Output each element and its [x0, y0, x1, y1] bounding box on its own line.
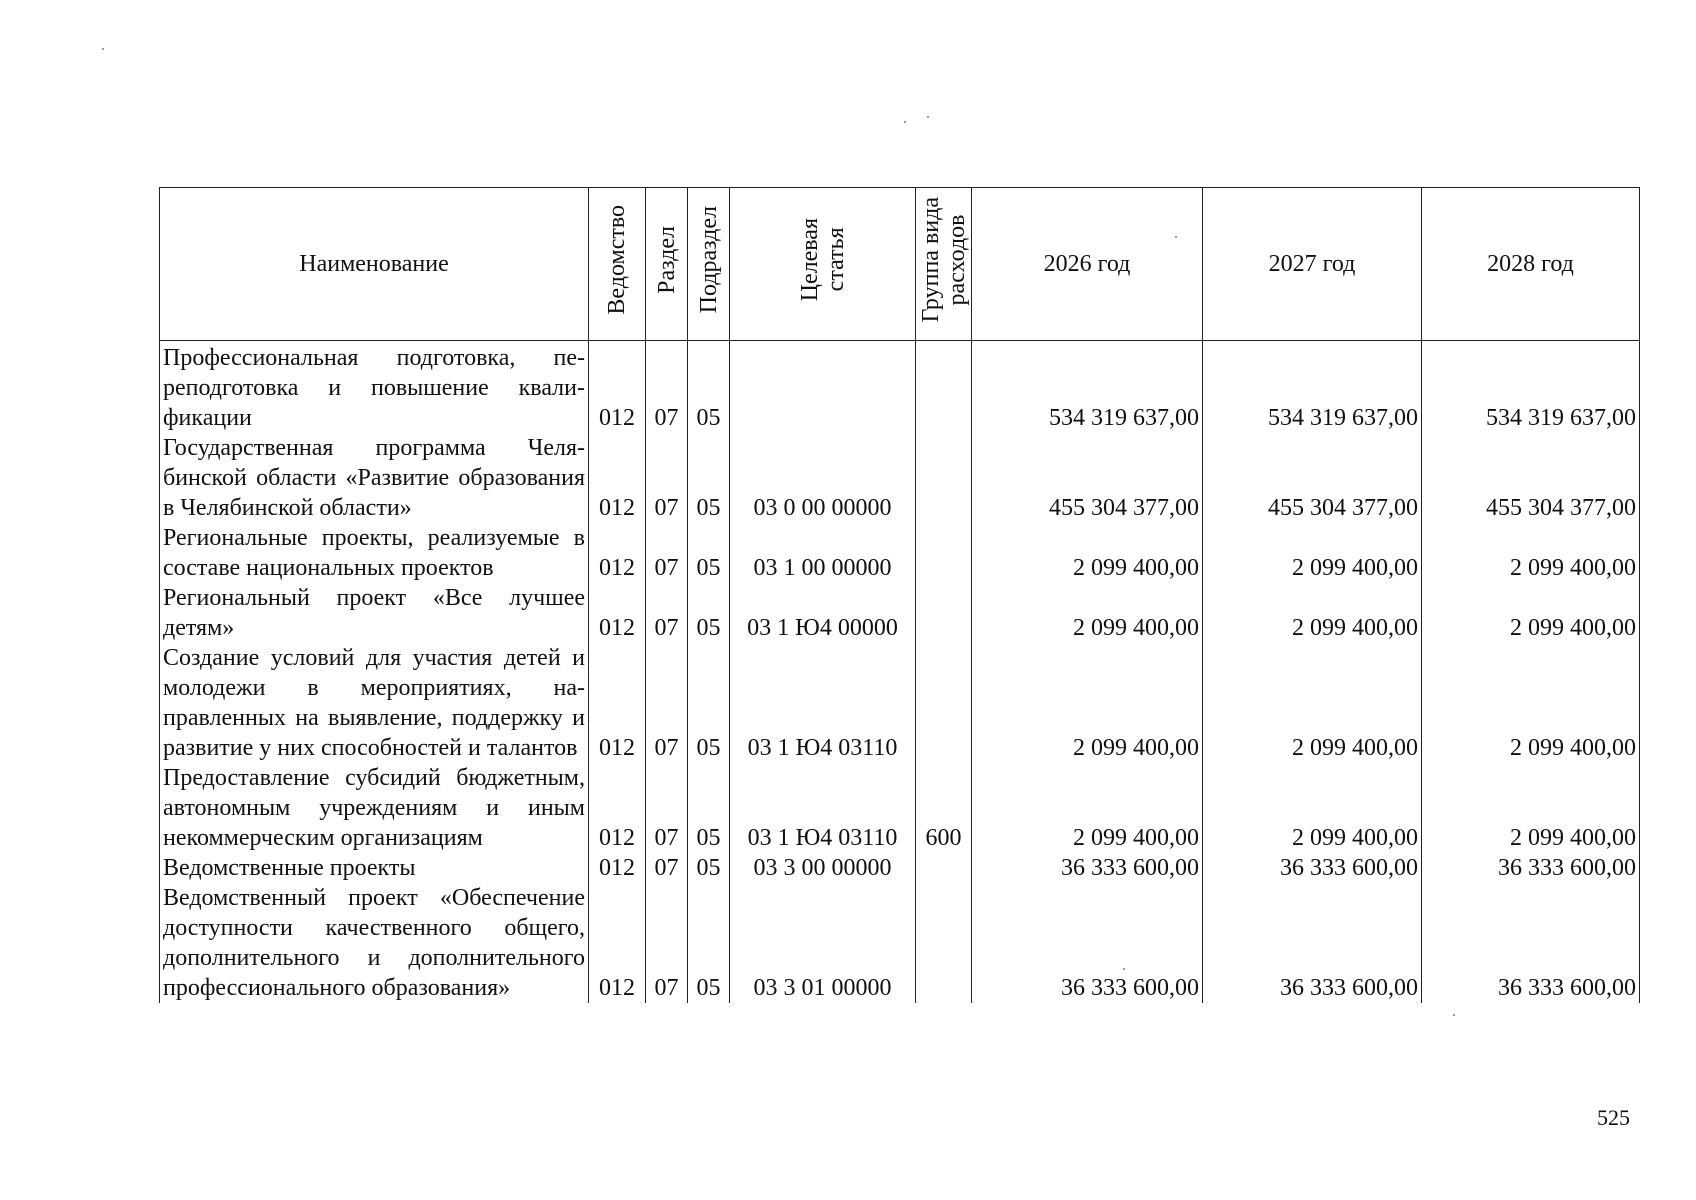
row-name: Предоставление субсидий бюджетным, автономным учреждениям и иным некоммерческим организациям	[160, 763, 589, 853]
row-section: 07	[646, 643, 688, 763]
row-value-2027: 2 099 400,00	[1203, 583, 1422, 643]
row-dept: 012	[589, 643, 646, 763]
row-subsection: 05	[688, 433, 730, 523]
row-subsection: 05	[688, 523, 730, 583]
row-target: 03 1 Ю4 00000	[730, 583, 916, 643]
row-expense-group	[916, 643, 972, 763]
row-expense-group	[916, 853, 972, 883]
header-2026: 2026 год	[972, 188, 1203, 341]
row-target: 03 1 Ю4 03110	[730, 763, 916, 853]
row-target: 03 1 Ю4 03110	[730, 643, 916, 763]
budget-table	[159, 187, 1640, 1003]
row-value-2028: 2 099 400,00	[1422, 643, 1640, 763]
scan-speck	[1175, 236, 1177, 238]
row-section: 07	[646, 523, 688, 583]
row-value-2026: 455 304 377,00	[972, 433, 1203, 523]
row-value-2028: 2 099 400,00	[1422, 523, 1640, 583]
table-row	[160, 853, 1640, 883]
row-name: Ведомственный проект «Обеспечение доступности качественного общего, дополнительного и дополнительного профессионального образования»	[160, 883, 589, 1003]
row-value-2026: 36 333 600,00	[972, 883, 1203, 1003]
row-value-2026: 2 099 400,00	[972, 763, 1203, 853]
row-value-2028: 36 333 600,00	[1422, 853, 1640, 883]
table-row	[160, 763, 1640, 853]
row-subsection: 05	[688, 583, 730, 643]
row-value-2028: 2 099 400,00	[1422, 763, 1640, 853]
row-name: Создание условий для участия детей и молодежи в мероприятиях, направленных на выявление, поддержку и развитие у них способностей и талантов	[160, 643, 589, 763]
row-target: 03 0 00 00000	[730, 433, 916, 523]
row-dept: 012	[589, 433, 646, 523]
table-row	[160, 341, 1640, 434]
row-target: 03 3 00 00000	[730, 853, 916, 883]
row-value-2027: 534 319 637,00	[1203, 341, 1422, 434]
row-section: 07	[646, 583, 688, 643]
row-value-2027: 36 333 600,00	[1203, 853, 1422, 883]
row-subsection: 05	[688, 763, 730, 853]
row-dept: 012	[589, 883, 646, 1003]
row-value-2026: 36 333 600,00	[972, 853, 1203, 883]
header-dept-label: Ведомство	[604, 205, 630, 315]
row-value-2026: 2 099 400,00	[972, 583, 1203, 643]
table-row	[160, 883, 1640, 1003]
header-2028: 2028 год	[1422, 188, 1640, 341]
row-name: Профессиональная подготовка, переподготовка и повышение квалификации	[160, 341, 589, 434]
table-row	[160, 643, 1640, 763]
header-expense-group	[916, 188, 972, 341]
row-value-2028: 455 304 377,00	[1422, 433, 1640, 523]
table-row	[160, 433, 1640, 523]
header-section-label: Раздел	[653, 226, 680, 294]
scan-speck	[904, 121, 906, 123]
scan-speck	[1453, 1014, 1455, 1016]
header-2027: 2027 год	[1203, 188, 1422, 341]
row-dept: 012	[589, 853, 646, 883]
scan-speck	[1123, 968, 1125, 970]
header-row	[160, 188, 1640, 341]
row-name: Государственная программа Челябинской области «Развитие образования в Челябинской области»	[160, 433, 589, 523]
page-number: 525	[1597, 1105, 1630, 1130]
row-value-2028: 36 333 600,00	[1422, 883, 1640, 1003]
table-row	[160, 523, 1640, 583]
row-dept: 012	[589, 763, 646, 853]
header-target-label: Целевая статья	[796, 218, 849, 302]
row-dept: 012	[589, 341, 646, 434]
header-dept	[589, 188, 646, 341]
row-target	[730, 341, 916, 434]
row-expense-group	[916, 883, 972, 1003]
row-subsection: 05	[688, 643, 730, 763]
row-subsection: 05	[688, 853, 730, 883]
row-subsection: 05	[688, 883, 730, 1003]
row-name: Ведомственные проекты	[160, 853, 589, 883]
row-value-2027: 2 099 400,00	[1203, 523, 1422, 583]
row-value-2028: 534 319 637,00	[1422, 341, 1640, 434]
row-expense-group	[916, 523, 972, 583]
row-value-2026: 2 099 400,00	[972, 523, 1203, 583]
row-section: 07	[646, 763, 688, 853]
row-value-2027: 455 304 377,00	[1203, 433, 1422, 523]
scan-speck	[927, 116, 929, 118]
row-value-2027: 2 099 400,00	[1203, 763, 1422, 853]
row-section: 07	[646, 883, 688, 1003]
row-expense-group: 600	[916, 763, 972, 853]
row-dept: 012	[589, 523, 646, 583]
row-subsection: 05	[688, 341, 730, 434]
table-row	[160, 583, 1640, 643]
row-target: 03 1 00 00000	[730, 523, 916, 583]
row-expense-group	[916, 583, 972, 643]
header-subsection	[688, 188, 730, 341]
row-name: Региональный проект «Все лучшее детям»	[160, 583, 589, 643]
row-value-2026: 2 099 400,00	[972, 643, 1203, 763]
header-target	[730, 188, 916, 341]
row-value-2028: 2 099 400,00	[1422, 583, 1640, 643]
row-dept: 012	[589, 583, 646, 643]
row-section: 07	[646, 341, 688, 434]
table-body	[160, 341, 1640, 1004]
header-name: Наименование	[160, 188, 589, 341]
header-subsection-label: Подраздел	[695, 206, 722, 314]
row-section: 07	[646, 433, 688, 523]
row-expense-group	[916, 341, 972, 434]
row-expense-group	[916, 433, 972, 523]
row-value-2026: 534 319 637,00	[972, 341, 1203, 434]
row-value-2027: 36 333 600,00	[1203, 883, 1422, 1003]
header-section	[646, 188, 688, 341]
row-section: 07	[646, 853, 688, 883]
table-header	[160, 188, 1640, 341]
header-expense-group-label: Группа вида расходов	[917, 197, 970, 323]
row-target: 03 3 01 00000	[730, 883, 916, 1003]
row-name: Региональные проекты, реализуемые в составе национальных проектов	[160, 523, 589, 583]
scan-speck	[102, 48, 104, 50]
row-value-2027: 2 099 400,00	[1203, 643, 1422, 763]
